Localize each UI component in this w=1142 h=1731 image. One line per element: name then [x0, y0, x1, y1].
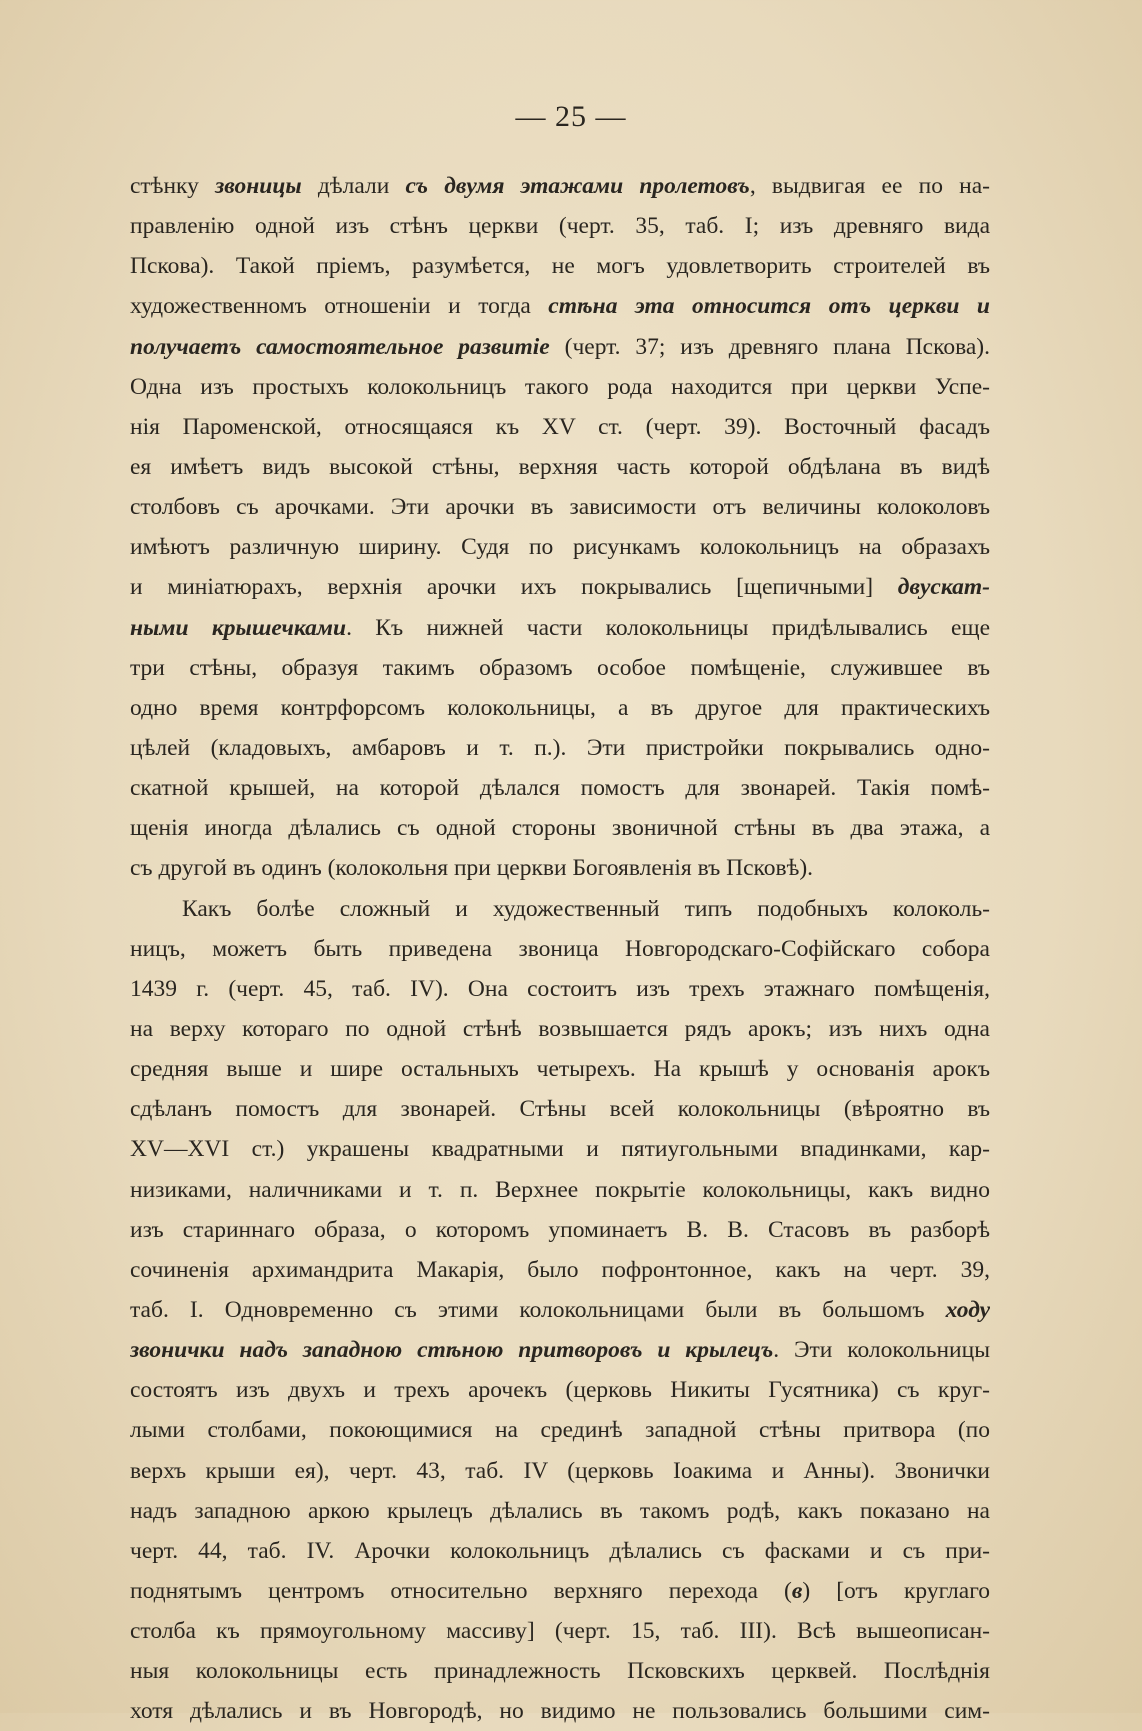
text-line: на верху котораго по одной стѣнѣ возвышается рядъ арокъ; изъ нихъ одна — [130, 1015, 990, 1042]
text-line: хотя дѣлались и въ Новгородѣ, но видимо не пользовались большими сим- — [130, 1698, 990, 1725]
text-line: столба къ прямоугольному массиву] (черт. 15, таб. III). Всѣ вышеописан- — [130, 1618, 990, 1645]
text-line: состоятъ изъ двухъ и трехъ арочекъ (церковь Никиты Гусятника) съ круг- — [130, 1377, 990, 1404]
text-line: Пскова). Такой пріемъ, разумѣется, не могъ удовлетворить строителей въ — [130, 253, 990, 280]
text-line: и миніатюрахъ, верхнія арочки ихъ покрывались [щепичными] двускат- — [130, 574, 990, 601]
text-line: ными крышечками. Къ нижней части колокольницы придѣлывались еще — [130, 614, 990, 641]
text-line: одно время контрфорсомъ колокольницы, а въ другое для практическихъ — [130, 694, 990, 721]
text-line: три стѣны, образуя такимъ образомъ особое помѣщеніе, служившее въ — [130, 654, 990, 681]
text-line: нія Пароменской, относящаяся къ XV ст. (черт. 39). Восточный фасадъ — [130, 413, 990, 440]
page-number: — 25 — — [515, 100, 627, 133]
text-line: звонички надъ западною стѣною притворовъ и крылецъ. Эти колокольницы — [130, 1337, 990, 1364]
text-line: низиками, наличниками и т. п. Верхнее покрытіе колокольницы, какъ видно — [130, 1176, 990, 1203]
text-line: сдѣланъ помостъ для звонарей. Стѣны всей колокольницы (вѣроятно въ — [130, 1096, 990, 1123]
text-line: 1439 г. (черт. 45, таб. IV). Она состоитъ изъ трехъ этажнаго помѣщенія, — [130, 975, 990, 1002]
text-line: съ другой въ одинъ (колокольня при церкви Богоявленія въ Псковѣ). — [130, 855, 814, 882]
text-line: ея имѣетъ видъ высокой стѣны, верхняя часть которой обдѣлана въ видѣ — [130, 453, 990, 480]
text-line: Одна изъ простыхъ колокольницъ такого рода находится при церкви Успе- — [130, 373, 990, 400]
text-line: Какъ болѣе сложный и художественный типъ подобныхъ колоколь- — [182, 895, 990, 922]
text-line: средняя выше и шире остальныхъ четырехъ. На крышѣ у основанія арокъ — [130, 1056, 990, 1083]
text-line: получаетъ самостоятельное развитіе (черт. 37; изъ древняго плана Пскова). — [130, 333, 990, 360]
text-line: ныя колокольницы есть принадлежность Псковскихъ церквей. Послѣднія — [130, 1658, 990, 1685]
body-text — [130, 166, 990, 1731]
text-line: таб. I. Одновременно съ этими колокольницами были въ большомъ ходу — [130, 1296, 990, 1323]
text-line: щенія иногда дѣлались съ одной стороны звоничной стѣны въ два этажа, а — [130, 815, 990, 842]
text-line: скатной крышей, на которой дѣлался помостъ для звонарей. Такія помѣ- — [130, 775, 990, 802]
text-line: имѣютъ различную ширину. Судя по рисункамъ колокольницъ на образахъ — [130, 534, 990, 561]
text-line: верхъ крыши ея), черт. 43, таб. IV (церковь Іоакима и Анны). Звонички — [130, 1457, 990, 1484]
text-line: лыми столбами, покоющимися на срединѣ западной стѣны притвора (по — [130, 1417, 990, 1444]
text-line: цѣлей (кладовыхъ, амбаровъ и т. п.). Эти пристройки покрывались одно- — [130, 734, 990, 761]
text-line: стѣнку звоницы дѣлали съ двумя этажами пролетовъ, выдвигая ее по на- — [130, 173, 990, 199]
text-line: черт. 44, таб. IV. Арочки колокольницъ дѣлались съ фасками и съ при- — [130, 1537, 990, 1564]
text-line: правленію одной изъ стѣнъ церкви (черт. 35, таб. I; изъ древняго вида — [130, 213, 990, 240]
text-line: изъ стариннаго образа, о которомъ упоминаетъ В. В. Стасовъ въ разборѣ — [130, 1216, 990, 1243]
text-line: надъ западною аркою крылецъ дѣлались въ такомъ родѣ, какъ показано на — [130, 1497, 990, 1524]
text-line: поднятымъ центромъ относительно верхняго перехода (в) [отъ круглаго — [130, 1577, 990, 1604]
text-line: художественномъ отношеніи и тогда стѣна эта относится отъ церкви и — [130, 293, 990, 320]
text-line: ницъ, можетъ быть приведена звоница Новгородскаго-Софійскаго собора — [130, 935, 990, 962]
text-line: сочиненія архимандрита Макарія, было пофронтонное, какъ на черт. 39, — [130, 1256, 990, 1283]
text-line: XV—XVI ст.) украшены квадратными и пятиугольными впадинками, кар- — [130, 1136, 990, 1163]
text-line: столбовъ съ арочками. Эти арочки въ зависимости отъ величины колоколовъ — [130, 494, 990, 521]
